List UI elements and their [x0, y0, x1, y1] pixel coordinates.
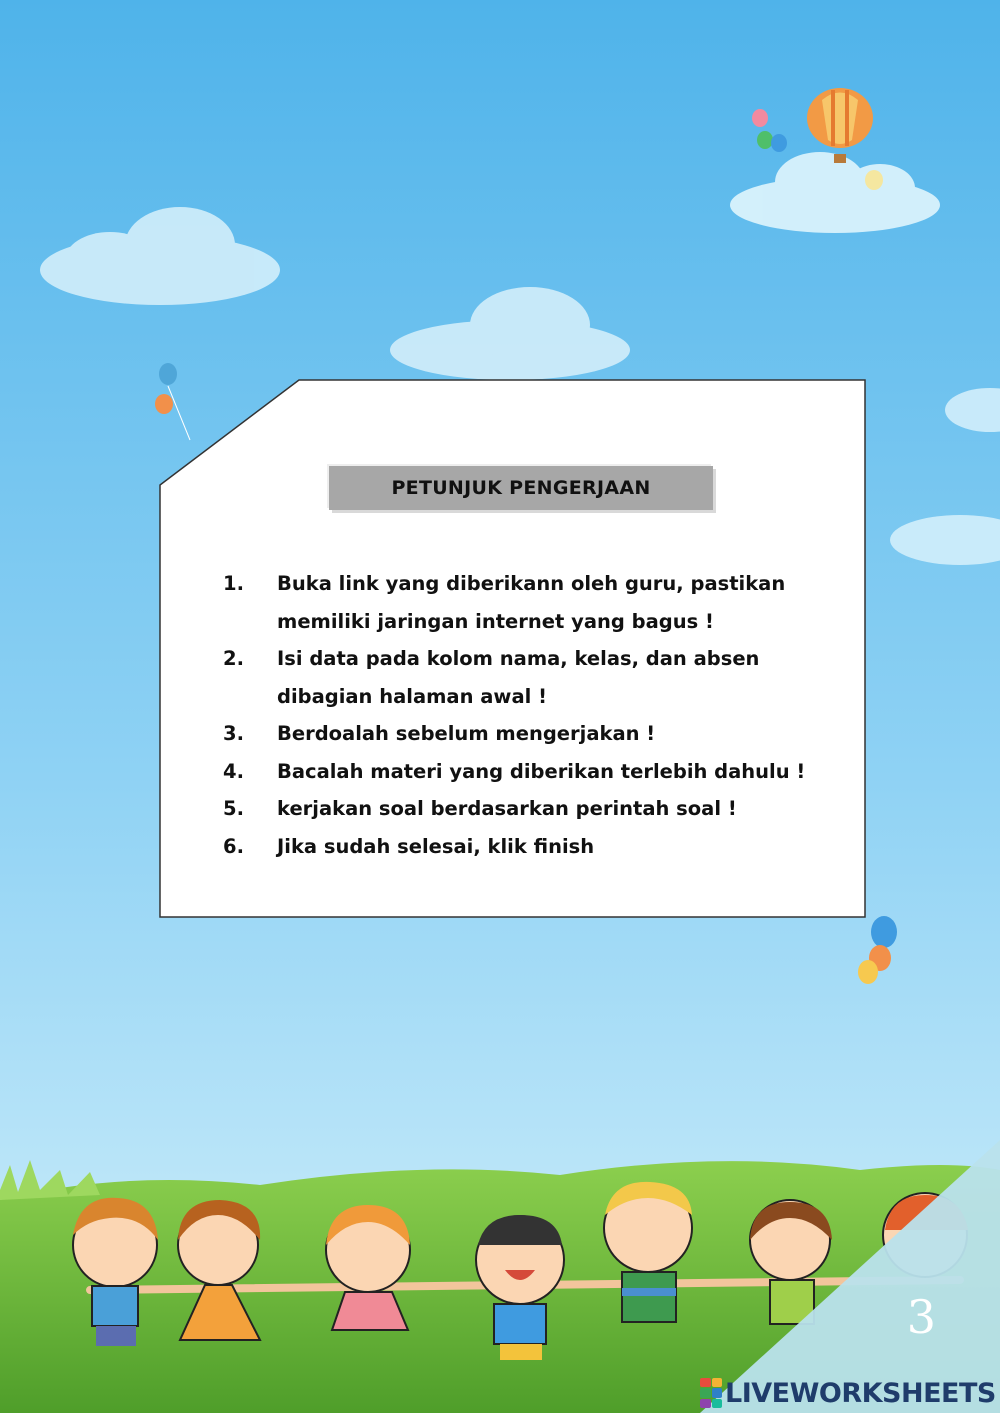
list-item — [223, 565, 853, 640]
list-item — [223, 753, 853, 791]
step-text: Isi data pada kolom nama, kelas, dan absen dibagian halaman awal ! — [277, 647, 760, 708]
page-number: 3 — [906, 1290, 936, 1344]
step-number: 1. — [223, 572, 244, 595]
instruction-card — [159, 379, 866, 918]
step-text: Bacalah materi yang diberikan terlebih dahulu ! — [277, 759, 806, 783]
list-item — [223, 828, 853, 866]
step-number: 6. — [223, 834, 244, 858]
step-number: 5. — [223, 797, 244, 820]
step-number: 2. — [223, 647, 244, 670]
list-item — [223, 790, 853, 828]
title-box — [329, 466, 713, 510]
page-title: PETUNJUK PENGERJAAN — [391, 477, 651, 499]
liveworksheets-logo-icon — [700, 1378, 722, 1408]
liveworksheets-brand[interactable] — [700, 1376, 996, 1410]
step-text: Berdoalah sebelum mengerjakan ! — [277, 722, 656, 745]
brand-name: LIVEWORKSHEETS — [725, 1377, 996, 1409]
step-number: 3. — [223, 722, 244, 745]
list-item — [223, 640, 853, 715]
list-item — [223, 715, 853, 753]
instruction-list — [223, 565, 853, 865]
step-text: kerjakan soal berdasarkan perintah soal ! — [277, 797, 737, 820]
step-text: Buka link yang diberikann oleh guru, pastikan memiliki jaringan internet yang bagus ! — [277, 572, 786, 633]
step-text: Jika sudah selesai, klik finish — [277, 834, 595, 858]
step-number: 4. — [223, 759, 244, 783]
